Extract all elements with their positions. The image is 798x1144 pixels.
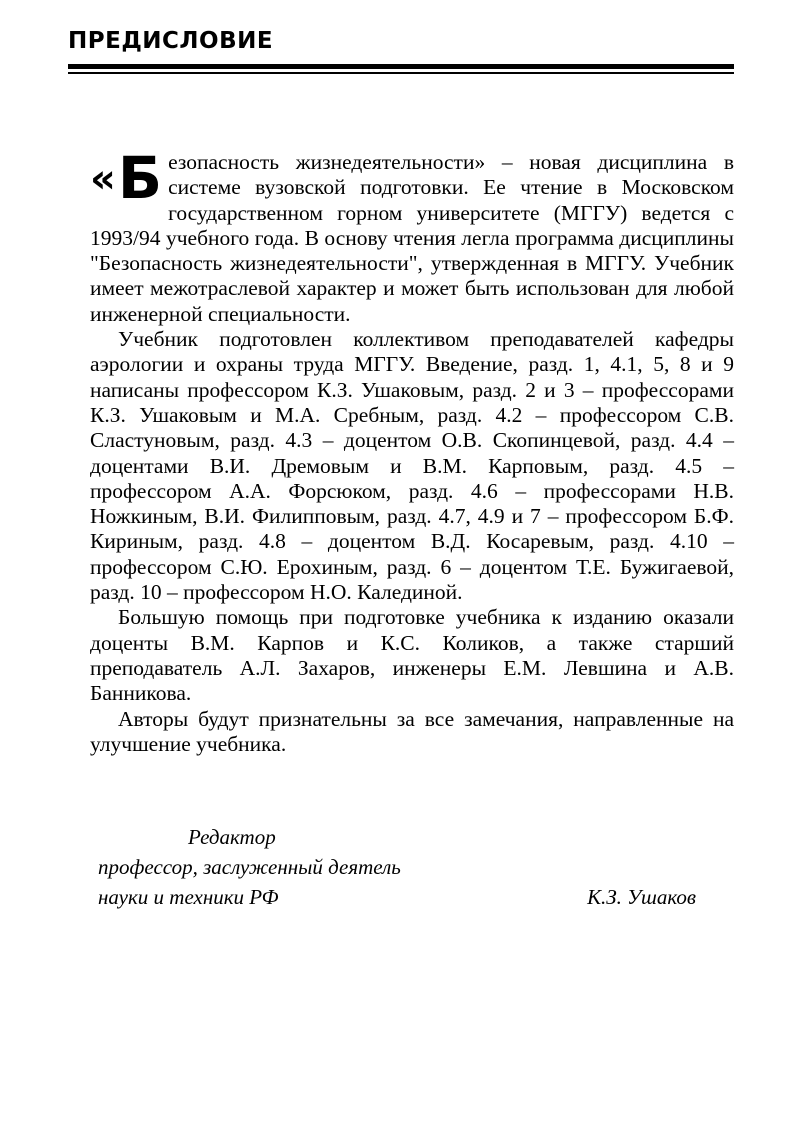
paragraph-3: Большую помощь при подготовке учебника к изданию оказали доценты В.М. Карпов и К.С. Коликов, а также старший преподаватель А.Л. Захаров, инженеры Е.М. Левшина и А.В. Банникова. (90, 605, 734, 706)
title-rule-thick (68, 64, 734, 69)
paragraph-1-text: езопасность жизнедеятельности» – новая дисциплина в системе вузовской подготовки. Ее чтение в Московском государственном горном университете (МГГУ) ведется с 1993/94 учебного года. В основу чтения легла программа дисциплины "Безопасность жизнедеятельности", утвержденная в МГГУ. Учебник имеет межотраслевой характер и может быть использован для любой инженерной специальности. (90, 150, 734, 326)
title-rule-thin (68, 72, 734, 74)
drop-cap (90, 144, 163, 212)
signature-name: К.З. Ушаков (587, 885, 696, 909)
body-text (90, 144, 734, 757)
drop-cap-quote: « (90, 156, 116, 202)
paragraph-1 (90, 144, 734, 327)
page-title: ПРЕДИСЛОВИЕ (68, 28, 274, 54)
paragraph-2: Учебник подготовлен коллективом преподавателей кафедры аэрологии и охраны труда МГГУ. Введение, разд. 1, 4.1, 5, 8 и 9 написаны профессором К.З. Ушаковым, разд. 2 и 3 – профессорами К.З. Ушаковым и М.А. Сребным, разд. 4.2 – профессором С.В. Сластуновым, разд. 4.3 – доцентом О.В. Скопинцевой, разд. 4.4 – доцентами В.И. Дремовым и В.М. Карповым, разд. 4.5 – профессором А.А. Форсюком, разд. 4.6 – профессорами Н.В. Ножкиным, В.И. Филипповым, разд. 4.7, 4.9 и 7 – профессором Б.Ф. Кириным, разд. 4.8 – доцентом В.Д. Косаревым, разд. 4.10 – профессором С.Ю. Ерохиным, разд. 6 – доцентом Т.Е. Бужигаевой, разд. 10 – профессором Н.О. Калединой. (90, 327, 734, 605)
signature-line-1: профессор, заслуженный деятель (98, 855, 401, 879)
signature-line-2: науки и техники РФ (98, 885, 279, 909)
signature-block (98, 822, 734, 912)
paragraph-4: Авторы будут признательны за все замечания, направленные на улучшение учебника. (90, 706, 734, 756)
signature-title: Редактор (188, 825, 276, 849)
drop-cap-letter: Б (117, 144, 163, 212)
